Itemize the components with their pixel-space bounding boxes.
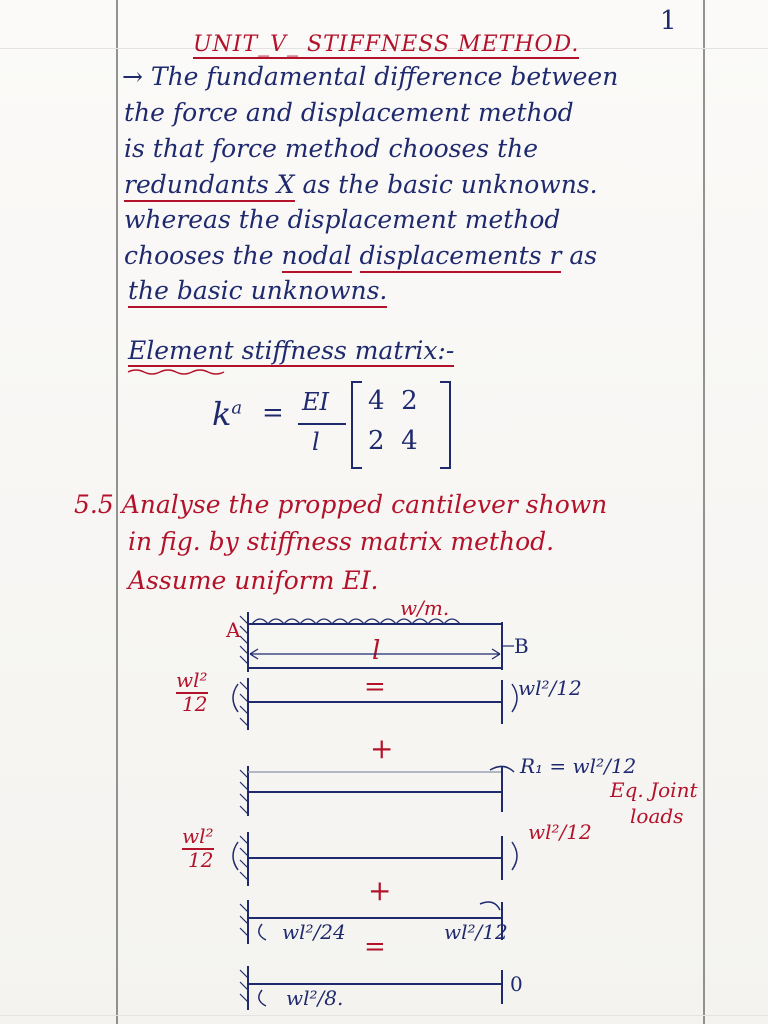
moment-24-label: wl²/24 bbox=[282, 920, 346, 944]
left-moment-den: 12 bbox=[182, 692, 208, 716]
intro-line-6-end: as bbox=[569, 241, 598, 270]
intro-line-5: whereas the displacement method bbox=[124, 205, 561, 234]
fixed-support-hatch bbox=[240, 616, 248, 664]
left-moment-2-den: 12 bbox=[188, 848, 214, 872]
right-moment-label: wl²/12 bbox=[518, 676, 582, 700]
stiffness-coef-num: EI bbox=[302, 388, 329, 416]
stiffness-k-superscript: a bbox=[231, 397, 243, 419]
left-moment-2-num: wl² bbox=[182, 824, 214, 848]
stiffness-equals: = bbox=[262, 398, 284, 428]
basic-unknowns-term: the basic unknowns. bbox=[128, 276, 387, 308]
matrix-bracket-left bbox=[352, 382, 362, 468]
intro-line-2: the force and displacement method bbox=[124, 98, 574, 127]
figure-equals-2: = bbox=[364, 932, 386, 962]
displacements-term: displacements r bbox=[360, 241, 562, 273]
matrix-bracket-right bbox=[440, 382, 450, 468]
figure-equals-1: = bbox=[364, 672, 386, 702]
left-fem-arc bbox=[233, 684, 238, 712]
stiffness-k: k bbox=[212, 395, 232, 433]
intro-line-3: is that force method chooses the bbox=[124, 134, 539, 163]
problem-line-1: 5.5 Analyse the propped cantilever shown bbox=[74, 490, 608, 519]
left-moment-num: wl² bbox=[176, 668, 208, 692]
moment-12b-label: wl²/12 bbox=[444, 920, 508, 944]
redundants-term: redundants X bbox=[124, 170, 295, 202]
right-fem-arc bbox=[512, 684, 517, 712]
page-heading: UNIT_V_ STIFFNESS METHOD. bbox=[193, 32, 580, 57]
intro-line-1: → The fundamental difference between bbox=[122, 62, 619, 91]
title-squiggle bbox=[128, 370, 224, 374]
stiffness-coef-den: l bbox=[312, 428, 320, 456]
point-b-label: B bbox=[514, 634, 529, 658]
intro-line-4-rest: as the basic unknowns. bbox=[302, 170, 598, 199]
page-number: 1 bbox=[660, 6, 677, 36]
zero-label: 0 bbox=[510, 972, 523, 996]
problem-line-2: in fig. by stiffness matrix method. bbox=[128, 527, 555, 556]
eq-joint-label-2: loads bbox=[630, 804, 684, 828]
problem-line-3: Assume uniform EI. bbox=[128, 566, 379, 595]
matrix-row-2: 2 4 bbox=[368, 426, 418, 456]
element-stiffness-title: Element stiffness matrix:- bbox=[128, 336, 455, 365]
figure-plus-1: + bbox=[370, 732, 394, 765]
reaction-label: R₁ = wl²/12 bbox=[520, 754, 637, 778]
span-dimension-line bbox=[250, 649, 500, 659]
load-label: w/m. bbox=[400, 596, 450, 620]
point-a-label: A bbox=[226, 618, 241, 642]
nodal-term: nodal bbox=[282, 241, 352, 273]
intro-line-6-start: chooses the bbox=[124, 241, 274, 270]
matrix-row-1: 4 2 bbox=[368, 386, 418, 416]
span-label: l bbox=[372, 636, 381, 666]
figure-plus-2: + bbox=[368, 874, 392, 907]
right-moment-2-label: wl²/12 bbox=[528, 820, 592, 844]
eq-joint-label-1: Eq. Joint bbox=[610, 778, 698, 802]
moment-8-label: wl²/8. bbox=[286, 986, 344, 1010]
